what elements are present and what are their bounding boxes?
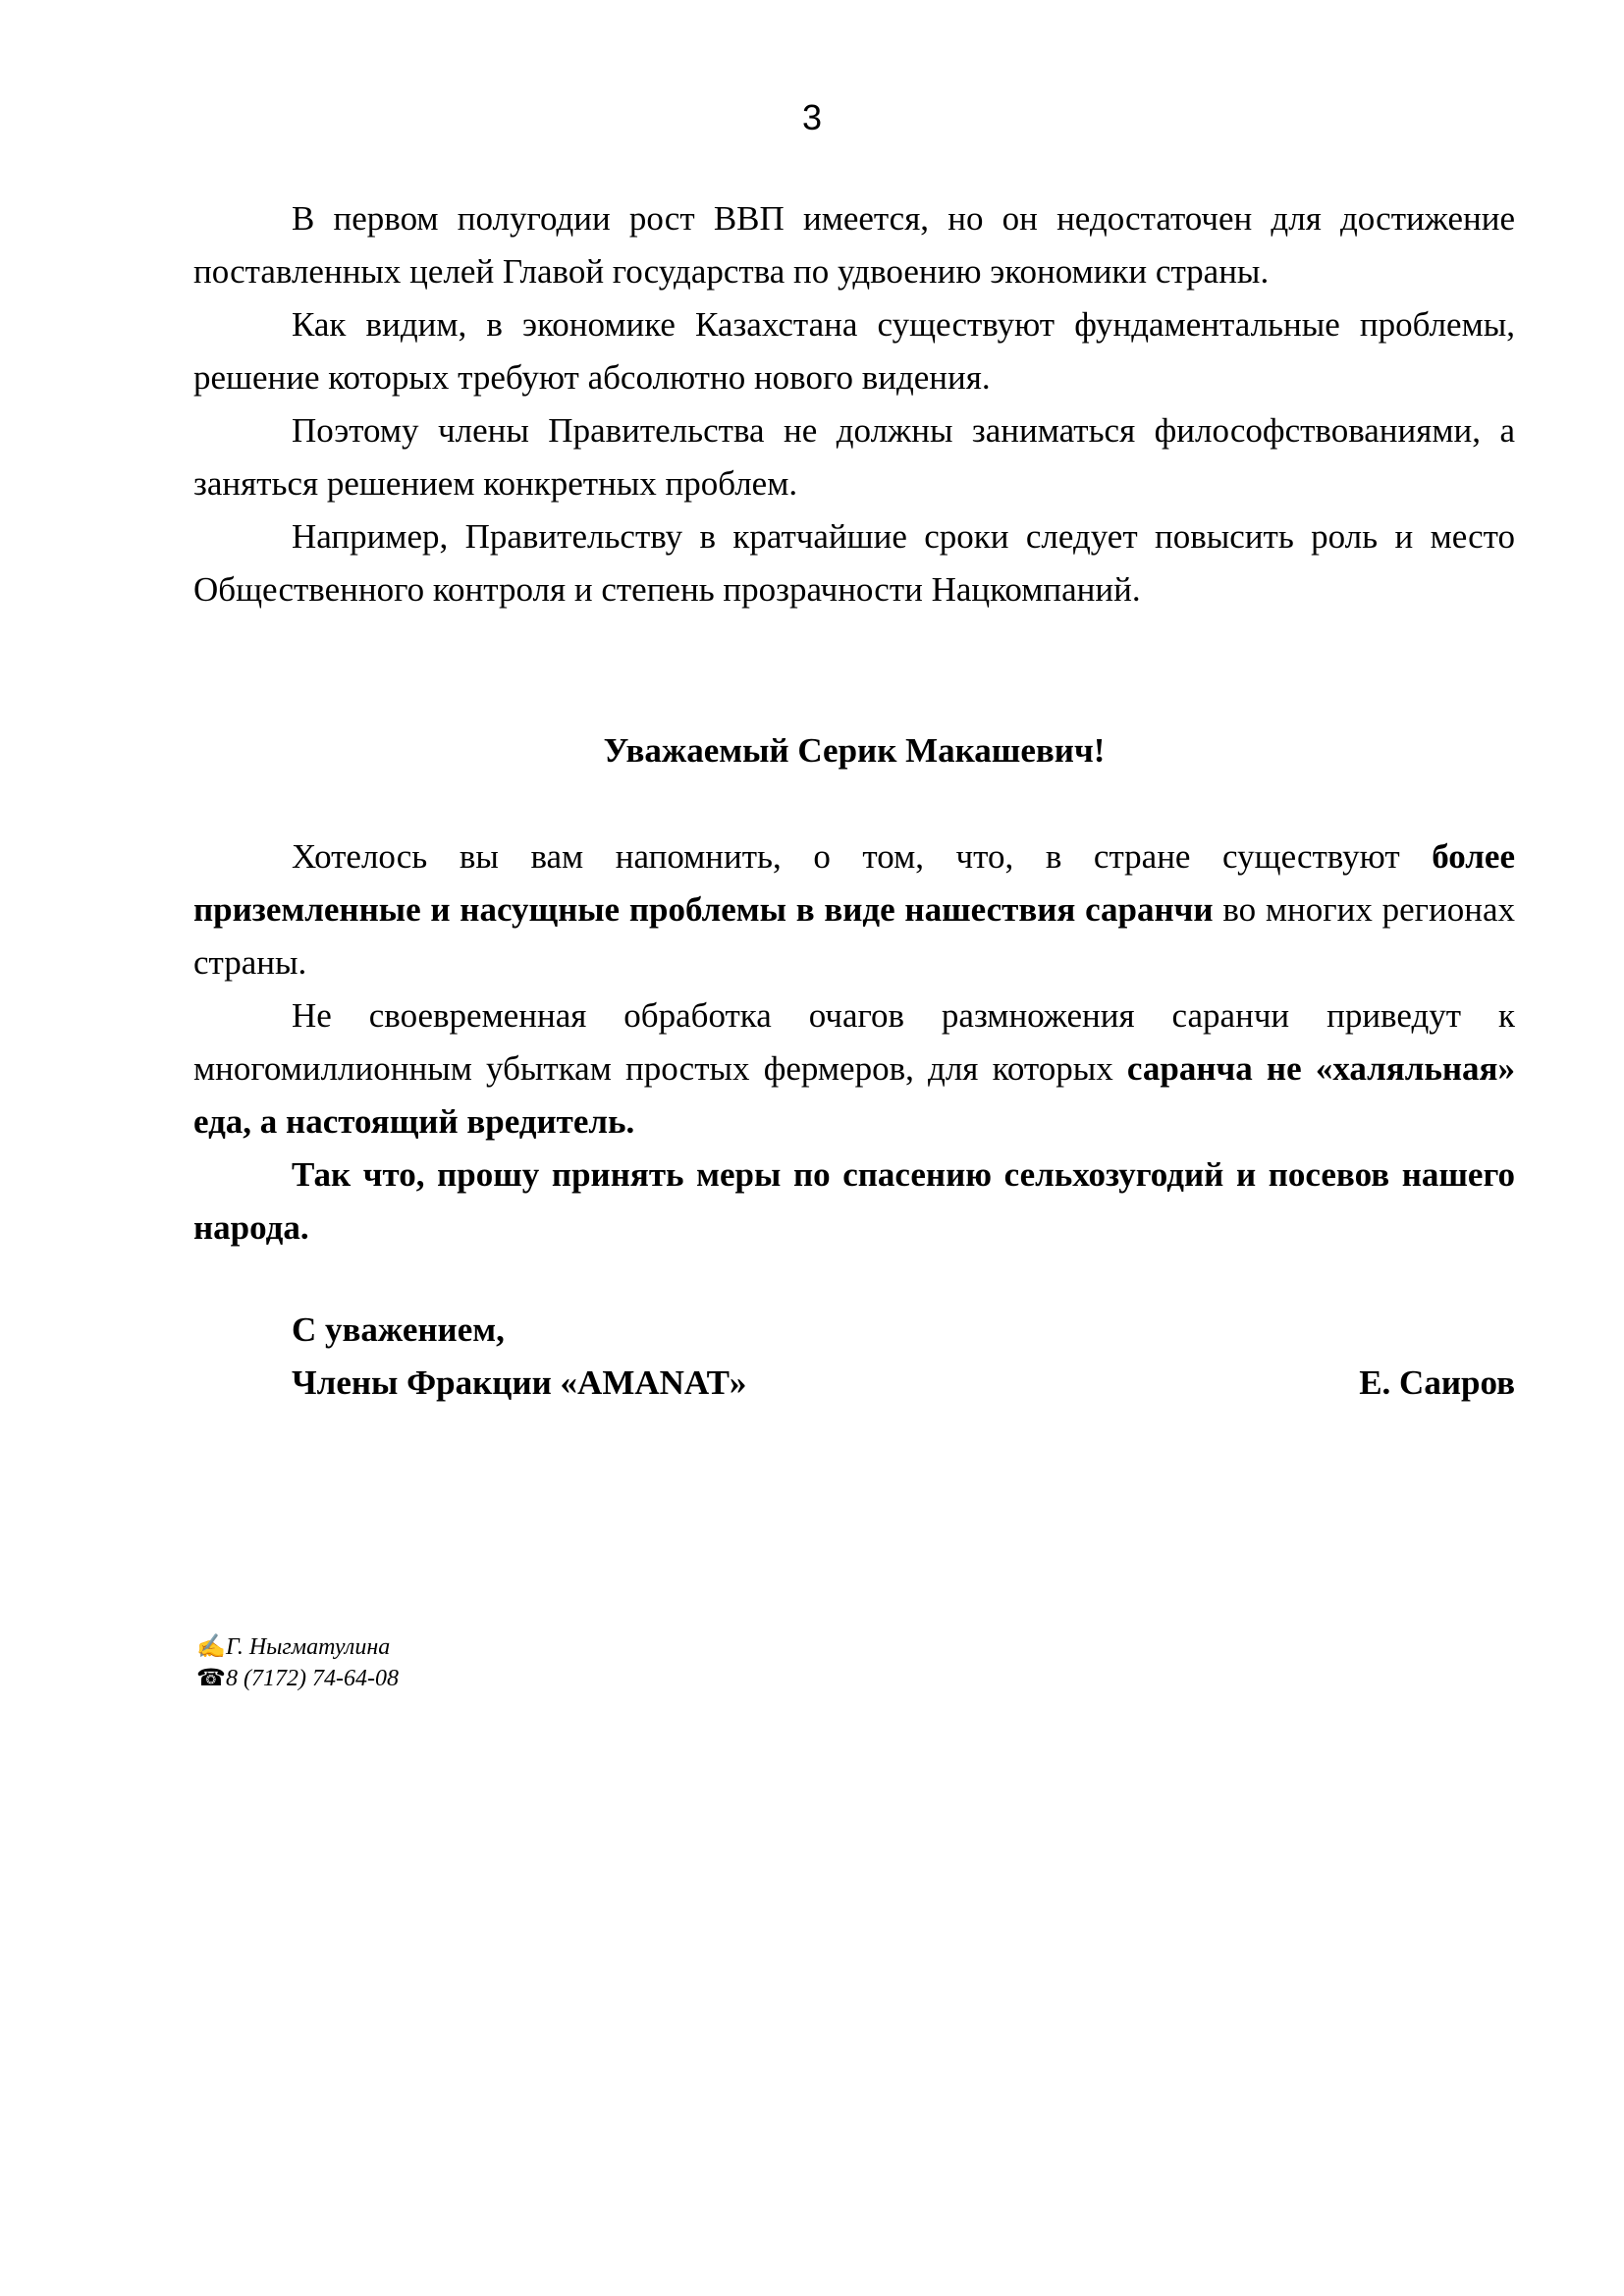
- closing-signature-row: [292, 1357, 1515, 1410]
- paragraph-processing-part1: Не своевременная обработка очагов размножения саранчи приведут к многомиллионным убыткам простых фермеров, для которых: [193, 996, 1515, 1088]
- executor-phone: 8 (7172) 74-64-08: [226, 1666, 399, 1691]
- closing-faction: Члены Фракции «AMANAT»: [292, 1363, 747, 1402]
- paragraph-government: Поэтому члены Правительства не должны заниматься философствованиями, а заняться решением конкретных проблем.: [193, 411, 1515, 503]
- locust-section: [193, 830, 1515, 1255]
- phone-icon: ☎: [196, 1666, 226, 1691]
- intro-section: [193, 192, 1515, 616]
- paragraph-problems: Как видим, в экономике Казахстана существуют фундаментальные проблемы, решение которых требуют абсолютно нового видения.: [193, 305, 1515, 397]
- executor-footer: [196, 1631, 399, 1694]
- paragraph-request-bold: Так что, прошу принять меры по спасению сельхозугодий и посевов нашего народа.: [193, 1155, 1515, 1247]
- paragraph-processing-bold: саранча не «халяльная» еда, а настоящий вредитель.: [193, 1049, 1515, 1141]
- paragraph-locust-part2: во многих регионах страны.: [193, 890, 1515, 982]
- executor-name: Г. Ныгматулина: [226, 1634, 391, 1660]
- salutation: Уважаемый Серик Макашевич!: [603, 731, 1106, 770]
- paragraph-request: [193, 1148, 1515, 1255]
- pen-icon: ✍: [196, 1634, 226, 1660]
- phone-line: [196, 1663, 399, 1694]
- closing-regards: С уважением,: [292, 1310, 505, 1349]
- executor-line: [196, 1631, 399, 1663]
- paragraph-processing: [193, 989, 1515, 1148]
- closing-signatory: Е. Саиров: [1359, 1363, 1515, 1402]
- closing-block: [292, 1304, 1515, 1410]
- paragraph-locust-part1: Хотелось вы вам напомнить, о том, что, в стране существуют: [292, 837, 1433, 876]
- page-number: 3: [801, 97, 823, 137]
- paragraph-locust-bold: более приземленные и насущные проблемы в виде нашествия саранчи: [193, 837, 1515, 929]
- paragraph-gdp: В первом полугодии рост ВВП имеется, но он недостаточен для достижение поставленных целей Главой государства по удвоению экономики страны.: [193, 199, 1515, 291]
- paragraph-public-control: Например, Правительству в кратчайшие сроки следует повысить роль и место Общественного контроля и степень прозрачности Нацкомпаний.: [193, 517, 1515, 609]
- paragraph-locust: [193, 830, 1515, 989]
